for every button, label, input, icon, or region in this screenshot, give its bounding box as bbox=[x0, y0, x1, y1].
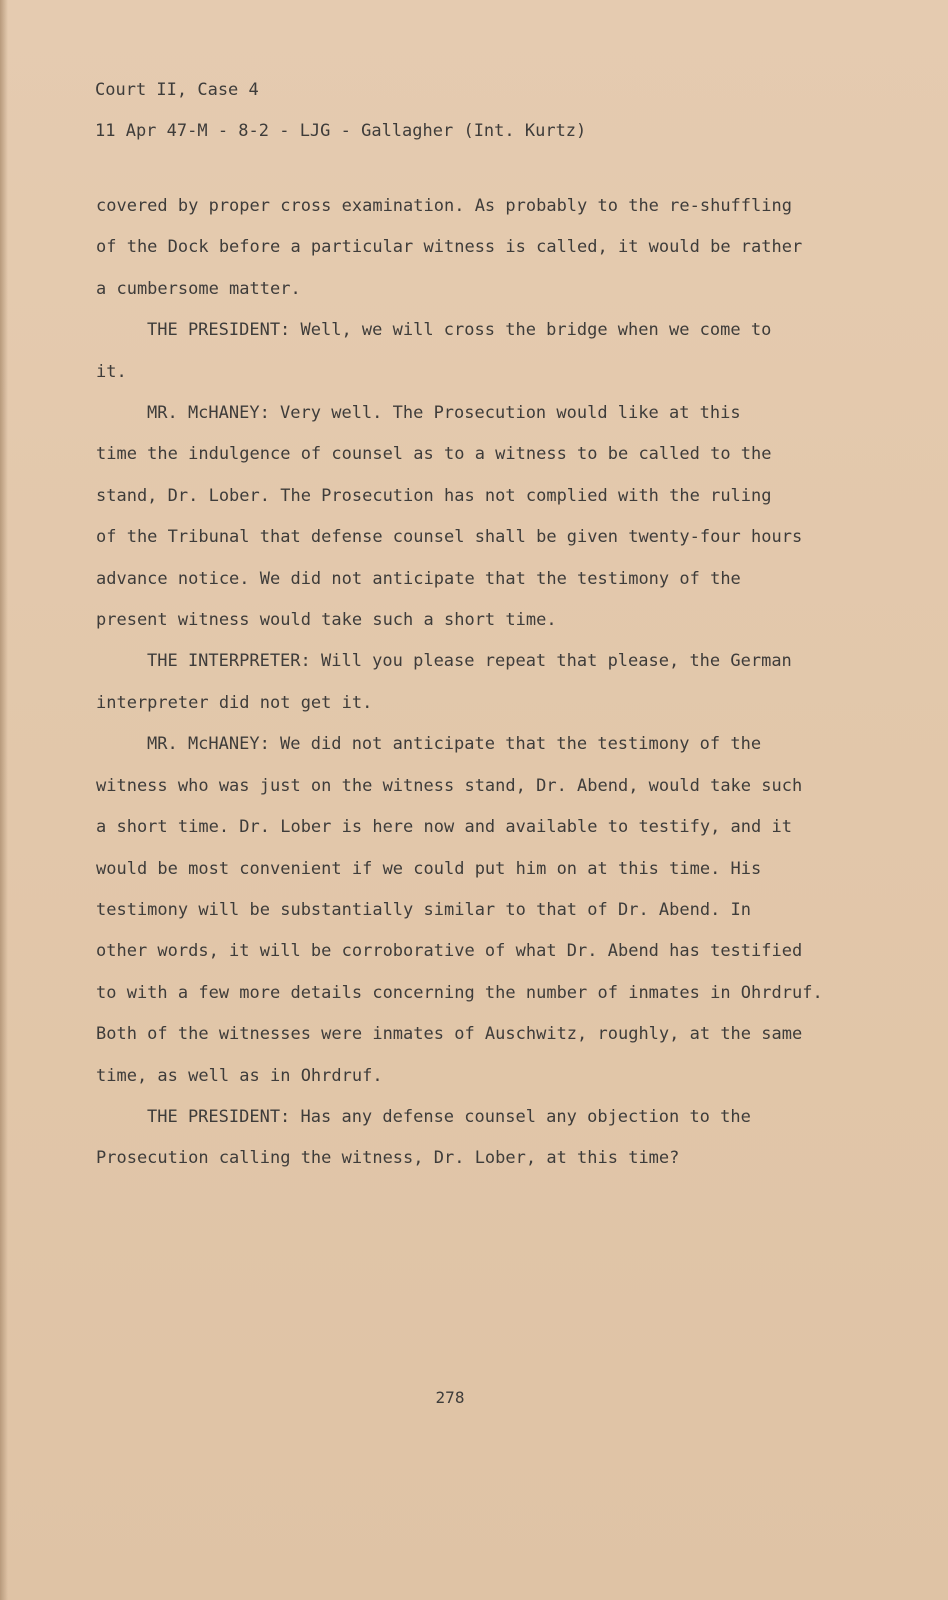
paragraph-continuation: covered by proper cross examination. As probably to the re-shuffling of the Dock before a particular witness is called, it would be rather a cumbersome matter. bbox=[96, 196, 803, 299]
session-line: 11 Apr 47-M - 8-2 - LJG - Gallagher (Int. Kurtz) bbox=[95, 121, 587, 141]
transcript-body bbox=[96, 186, 831, 1180]
paragraph-president-1: THE PRESIDENT: Well, we will cross the bridge when we come to it. bbox=[96, 320, 772, 382]
paragraph-president-2: THE PRESIDENT: Has any defense counsel any objection to the Prosecution calling the witness, Dr. Lober, at this time? bbox=[96, 1106, 751, 1169]
page-number: 278 bbox=[435, 1388, 465, 1407]
document-header bbox=[95, 70, 586, 152]
paragraph-interpreter: THE INTERPRETER: Will you please repeat that please, the German interpreter did not get it. bbox=[96, 651, 792, 713]
paragraph-mchaney-2: MR. McHANEY: We did not anticipate that the testimony of the witness who was just on the witness stand, Dr. Abend, would take such a short time. Dr. Lober is here now and available to testify, and it would be most convenient if we could put him on at this time. His testimony will be substantially similar to that of Dr. Abend. In other words, it will be corroborative of what Dr. Abend has testified to with a few more details concerning the number of inmates in Ohrdruf. Both of the witnesses were inmates of Auschwitz, roughly, at the same time, as well as in Ohrdruf. bbox=[96, 734, 823, 1086]
court-case-line: Court II, Case 4 bbox=[95, 80, 259, 100]
paragraph-mchaney-1: MR. McHANEY: Very well. The Prosecution would like at this time the indulgence of counsel as to a witness to be called to the stand, Dr. Lober. The Prosecution has not complied with the ruling of the Tribunal that defense counsel shall be given twenty-four hours advance notice. We did not anticipate that the testimony of the present witness would take such a short time. bbox=[96, 403, 803, 631]
